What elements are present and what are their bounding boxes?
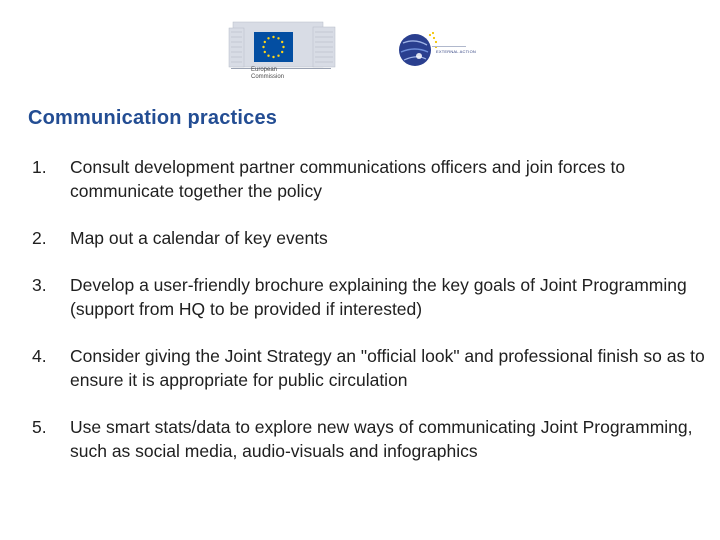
list-item-number: 5.	[32, 417, 47, 437]
list-item-text: Consider giving the Joint Strategy an "official look" and professional finish so as to ensure it is appropriate for public circulation	[70, 346, 705, 390]
list-item-number: 2.	[32, 228, 47, 248]
list-item	[32, 415, 712, 463]
list-item-number: 3.	[32, 275, 47, 295]
logo-bar	[0, 0, 720, 90]
list-item	[32, 273, 712, 321]
list-item	[32, 226, 712, 250]
list-item-text: Use smart stats/data to explore new ways of communicating Joint Programming, such as social media, audio-visuals and infographics	[70, 417, 693, 461]
european-commission-logo-text: European Commission	[251, 67, 285, 80]
list-item	[32, 344, 712, 392]
list-item-number: 4.	[32, 346, 47, 366]
list-item-text: Consult development partner communications officers and join forces to communicate together the policy	[70, 157, 626, 201]
list-item-text: Develop a user-friendly brochure explaining the key goals of Joint Programming (support from HQ to be provided if interested)	[70, 275, 687, 319]
eeas-logo-text: EXTERNAL ACTION	[436, 49, 476, 54]
list-item	[32, 155, 712, 203]
practice-list	[32, 155, 712, 463]
slide-title: Communication practices	[28, 107, 278, 129]
list-item-text: Map out a calendar of key events	[70, 228, 328, 248]
list-item-number: 1.	[32, 157, 47, 177]
